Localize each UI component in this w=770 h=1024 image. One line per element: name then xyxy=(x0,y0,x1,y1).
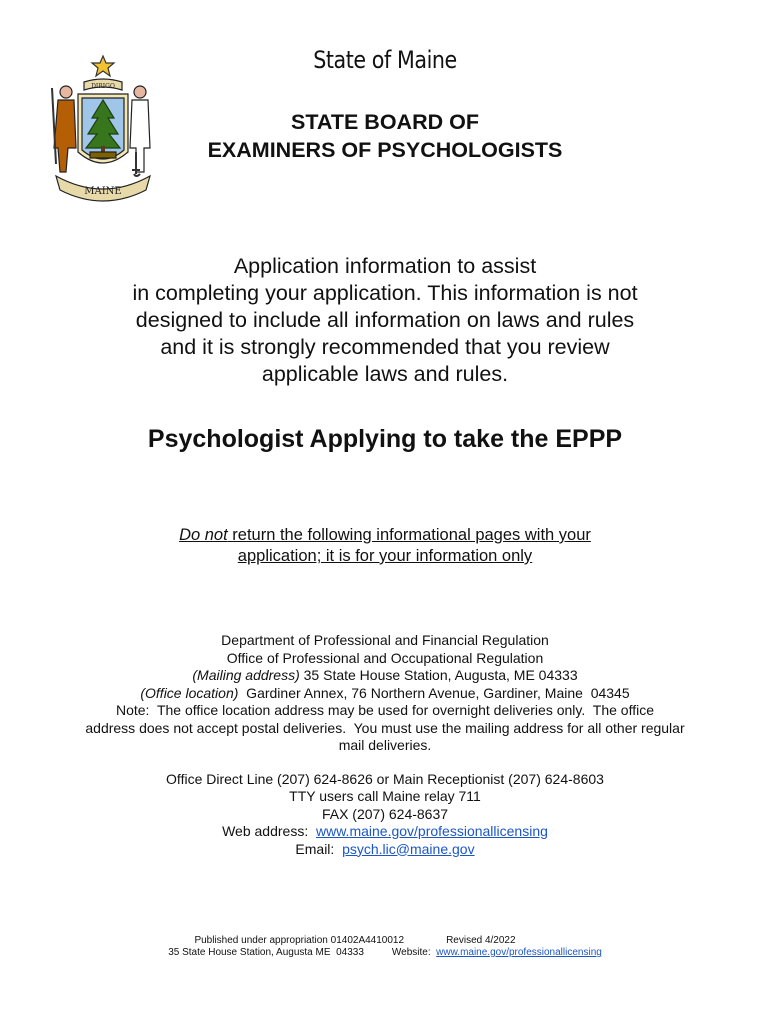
board-title-line2: EXAMINERS OF PSYCHOLOGISTS xyxy=(207,138,563,162)
footer-line1 xyxy=(0,935,770,947)
mailing-address-label: (Mailing address) xyxy=(192,667,300,683)
spacer xyxy=(30,755,740,771)
intro-line: in completing your application. This information is not xyxy=(132,281,638,305)
seal-sailor xyxy=(134,86,146,98)
mailing-address xyxy=(30,667,740,685)
board-title xyxy=(0,108,770,164)
notice-line2: application; it is for your information only xyxy=(237,547,533,565)
web-address xyxy=(30,823,740,841)
state-title: State of Maine xyxy=(313,46,457,74)
fax-line: FAX (207) 624-8637 xyxy=(321,805,449,822)
email-label: Email: xyxy=(295,840,343,857)
footer-website-label: Website: xyxy=(391,947,437,958)
footer-line2 xyxy=(0,947,770,959)
contact-block xyxy=(30,632,740,858)
intro-paragraph xyxy=(60,253,710,388)
notice-line1 xyxy=(0,525,770,546)
seal-name: MAINE xyxy=(84,186,122,197)
intro-line: and it is strongly recommended that you review xyxy=(160,335,610,359)
notice-line1-text: return the following informational pages with your xyxy=(227,526,591,544)
tty-line: TTY users call Maine relay 711 xyxy=(289,788,481,804)
footer-published: Published under appropriation 01402A4410012 xyxy=(194,935,405,946)
document-heading: Psychologist Applying to take the EPPP xyxy=(147,425,623,453)
web-address-label: Web address: xyxy=(222,823,316,839)
note-line: Note: The office location address may be used for overnight deliveries only. The office xyxy=(115,702,654,718)
intro-line: designed to include all information on laws and rules xyxy=(135,308,635,332)
web-address-link[interactable]: www.maine.gov/professionallicensing xyxy=(316,823,548,839)
email-link[interactable]: psych.lic@maine.gov xyxy=(342,840,475,857)
footer xyxy=(0,935,770,959)
intro-line: applicable laws and rules. xyxy=(261,362,509,386)
footer-revised: Revised 4/2022 xyxy=(446,935,516,946)
footer-website-link[interactable]: www.maine.gov/professionallicensing xyxy=(436,947,602,958)
notice xyxy=(0,525,770,567)
seal-motto: DIRIGO xyxy=(91,83,115,90)
note-line: address does not accept postal deliveries. You must use the mailing address for all other regular xyxy=(85,719,685,736)
notice-emphasis: Do not xyxy=(179,526,228,544)
mailing-address-value: 35 State House Station, Augusta, ME 04333 xyxy=(299,667,578,683)
intro-line: Application information to assist xyxy=(233,254,537,278)
phone-line: Office Direct Line (207) 624-8626 or Main Receptionist (207) 624-8603 xyxy=(166,770,604,787)
footer-address: 35 State House Station, Augusta ME 04333 xyxy=(168,947,364,958)
office-location-value: Gardiner Annex, 76 Northern Avenue, Gardiner, Maine 04345 xyxy=(238,684,630,701)
office-name: Office of Professional and Occupational Regulation xyxy=(226,649,544,666)
board-title-line1: STATE BOARD OF xyxy=(291,110,479,134)
note-line: mail deliveries. xyxy=(338,737,432,753)
seal-farmer xyxy=(60,86,72,98)
email-address xyxy=(30,841,740,859)
office-location xyxy=(30,685,740,703)
department-name: Department of Professional and Financial Regulation xyxy=(221,632,549,648)
office-location-label: (Office location) xyxy=(140,684,239,701)
